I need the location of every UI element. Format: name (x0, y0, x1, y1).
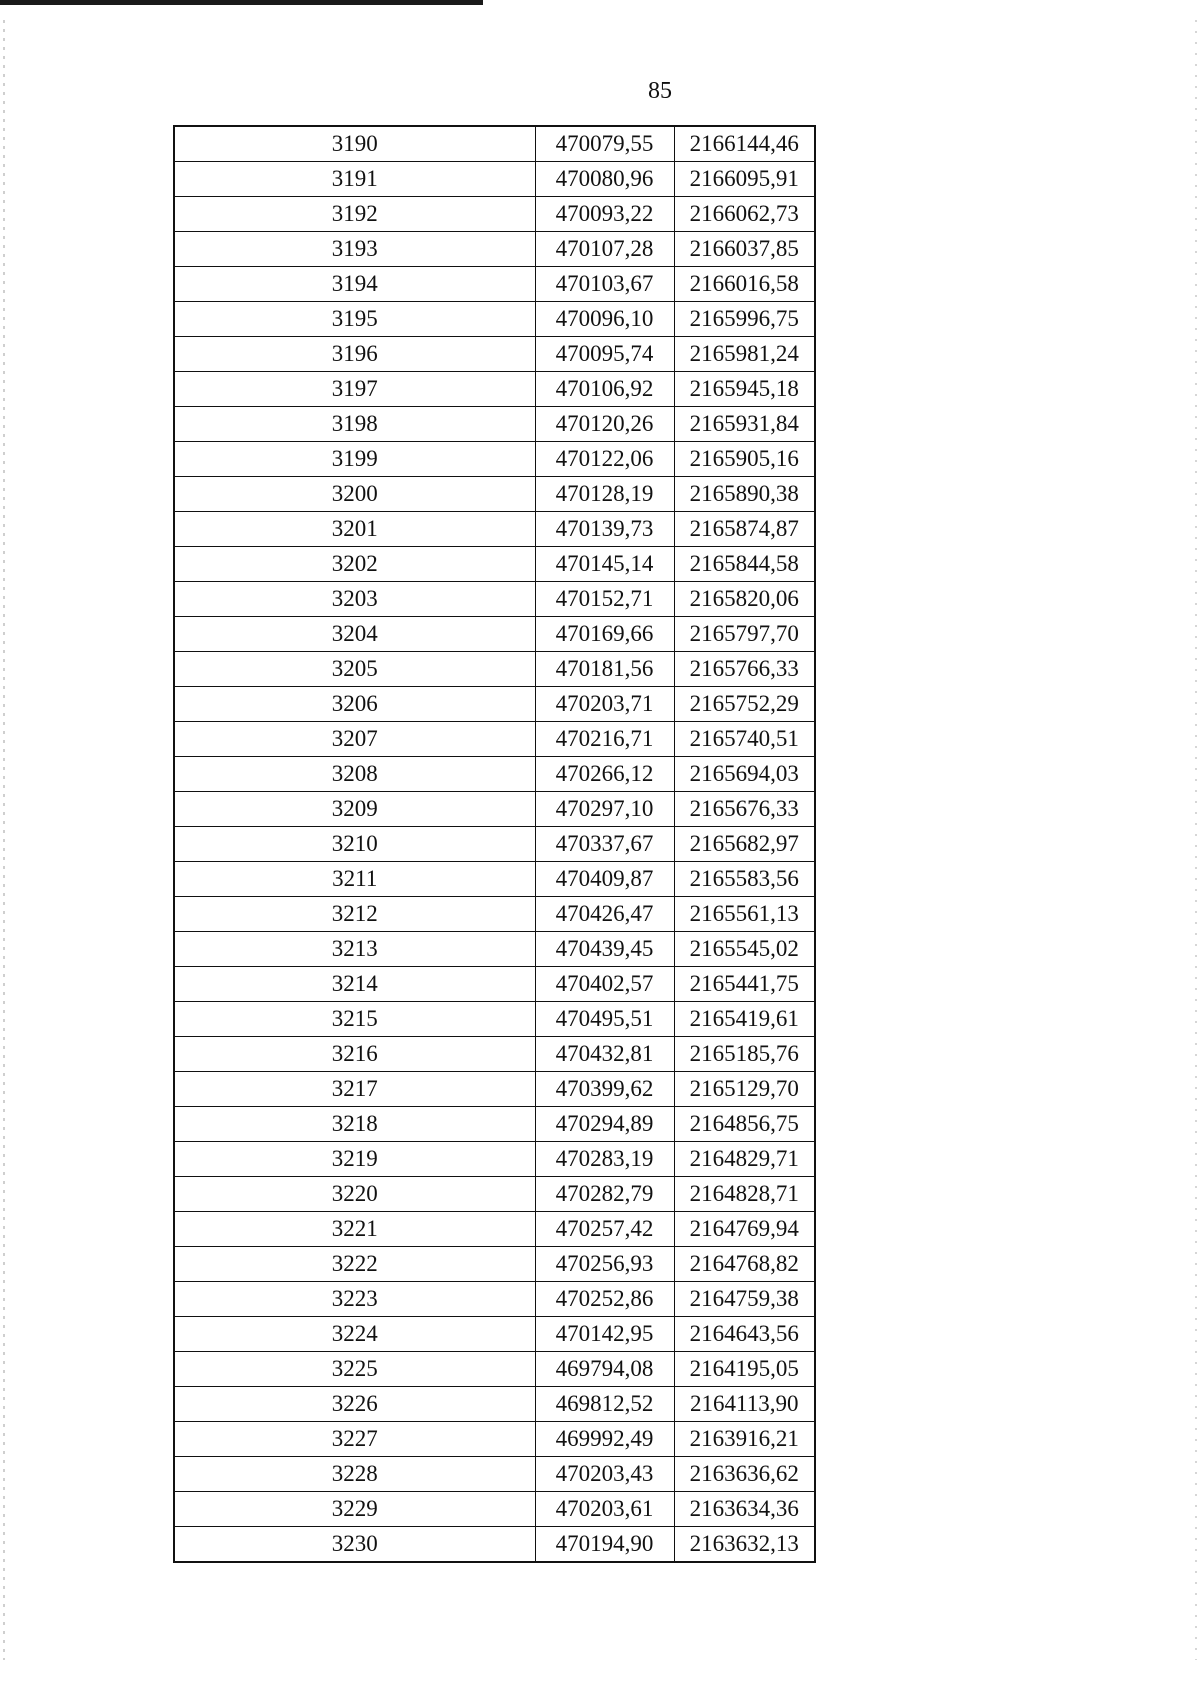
x-coordinate-cell: 470203,71 (535, 687, 674, 722)
y-coordinate-cell: 2165797,70 (674, 617, 815, 652)
table-row (174, 687, 815, 722)
x-coordinate-cell: 470128,19 (535, 477, 674, 512)
table-row (174, 792, 815, 827)
x-coordinate-cell: 469812,52 (535, 1387, 674, 1422)
x-coordinate-cell: 470080,96 (535, 162, 674, 197)
y-coordinate-cell: 2165561,13 (674, 897, 815, 932)
x-coordinate-cell: 470256,93 (535, 1247, 674, 1282)
x-coordinate-cell: 470103,67 (535, 267, 674, 302)
table-row (174, 617, 815, 652)
table-row (174, 582, 815, 617)
point-number-cell: 3228 (174, 1457, 535, 1492)
table-row (174, 126, 815, 162)
x-coordinate-cell: 470266,12 (535, 757, 674, 792)
y-coordinate-cell: 2164195,05 (674, 1352, 815, 1387)
y-coordinate-cell: 2164769,94 (674, 1212, 815, 1247)
y-coordinate-cell: 2165752,29 (674, 687, 815, 722)
table-row (174, 1457, 815, 1492)
y-coordinate-cell: 2165820,06 (674, 582, 815, 617)
y-coordinate-cell: 2165682,97 (674, 827, 815, 862)
x-coordinate-cell: 470409,87 (535, 862, 674, 897)
y-coordinate-cell: 2165931,84 (674, 407, 815, 442)
point-number-cell: 3194 (174, 267, 535, 302)
x-coordinate-cell: 470252,86 (535, 1282, 674, 1317)
table-row (174, 337, 815, 372)
x-coordinate-cell: 470337,67 (535, 827, 674, 862)
point-number-cell: 3192 (174, 197, 535, 232)
x-coordinate-cell: 469992,49 (535, 1422, 674, 1457)
point-number-cell: 3212 (174, 897, 535, 932)
y-coordinate-cell: 2165981,24 (674, 337, 815, 372)
page-number: 85 (648, 78, 672, 104)
point-number-cell: 3204 (174, 617, 535, 652)
y-coordinate-cell: 2164113,90 (674, 1387, 815, 1422)
y-coordinate-cell: 2166095,91 (674, 162, 815, 197)
point-number-cell: 3229 (174, 1492, 535, 1527)
x-coordinate-cell: 470095,74 (535, 337, 674, 372)
point-number-cell: 3208 (174, 757, 535, 792)
y-coordinate-cell: 2165676,33 (674, 792, 815, 827)
point-number-cell: 3211 (174, 862, 535, 897)
x-coordinate-cell: 470282,79 (535, 1177, 674, 1212)
table-row (174, 1387, 815, 1422)
point-number-cell: 3190 (174, 126, 535, 162)
point-number-cell: 3202 (174, 547, 535, 582)
table-row (174, 1282, 815, 1317)
table-row (174, 1422, 815, 1457)
x-coordinate-cell: 470432,81 (535, 1037, 674, 1072)
table-row (174, 827, 815, 862)
x-coordinate-cell: 470139,73 (535, 512, 674, 547)
y-coordinate-cell: 2166016,58 (674, 267, 815, 302)
y-coordinate-cell: 2165905,16 (674, 442, 815, 477)
x-coordinate-cell: 470142,95 (535, 1317, 674, 1352)
y-coordinate-cell: 2165766,33 (674, 652, 815, 687)
table-row (174, 1177, 815, 1212)
y-coordinate-cell: 2166144,46 (674, 126, 815, 162)
point-number-cell: 3206 (174, 687, 535, 722)
table-row (174, 1037, 815, 1072)
y-coordinate-cell: 2165996,75 (674, 302, 815, 337)
y-coordinate-cell: 2165874,87 (674, 512, 815, 547)
x-coordinate-cell: 470203,61 (535, 1492, 674, 1527)
y-coordinate-cell: 2163916,21 (674, 1422, 815, 1457)
x-coordinate-cell: 470194,90 (535, 1527, 674, 1563)
y-coordinate-cell: 2163636,62 (674, 1457, 815, 1492)
point-number-cell: 3197 (174, 372, 535, 407)
table-row (174, 897, 815, 932)
table-row (174, 1142, 815, 1177)
point-number-cell: 3200 (174, 477, 535, 512)
table-row (174, 1317, 815, 1352)
x-coordinate-cell: 470257,42 (535, 1212, 674, 1247)
y-coordinate-cell: 2165419,61 (674, 1002, 815, 1037)
point-number-cell: 3220 (174, 1177, 535, 1212)
y-coordinate-cell: 2165694,03 (674, 757, 815, 792)
table-row (174, 512, 815, 547)
x-coordinate-cell: 470203,43 (535, 1457, 674, 1492)
table-row (174, 407, 815, 442)
table-row (174, 932, 815, 967)
point-number-cell: 3216 (174, 1037, 535, 1072)
coordinates-table (173, 125, 816, 1563)
y-coordinate-cell: 2165129,70 (674, 1072, 815, 1107)
y-coordinate-cell: 2165890,38 (674, 477, 815, 512)
y-coordinate-cell: 2165945,18 (674, 372, 815, 407)
table-row (174, 477, 815, 512)
table-row (174, 1002, 815, 1037)
table-row (174, 1352, 815, 1387)
y-coordinate-cell: 2164856,75 (674, 1107, 815, 1142)
x-coordinate-cell: 470106,92 (535, 372, 674, 407)
y-coordinate-cell: 2166037,85 (674, 232, 815, 267)
table-row (174, 652, 815, 687)
point-number-cell: 3226 (174, 1387, 535, 1422)
x-coordinate-cell: 470495,51 (535, 1002, 674, 1037)
y-coordinate-cell: 2164828,71 (674, 1177, 815, 1212)
point-number-cell: 3214 (174, 967, 535, 1002)
x-coordinate-cell: 470297,10 (535, 792, 674, 827)
coordinates-table-body (174, 126, 815, 1562)
table-row (174, 1247, 815, 1282)
point-number-cell: 3221 (174, 1212, 535, 1247)
x-coordinate-cell: 470120,26 (535, 407, 674, 442)
table-row (174, 967, 815, 1002)
table-row (174, 372, 815, 407)
y-coordinate-cell: 2165844,58 (674, 547, 815, 582)
scan-right-edge (1195, 20, 1197, 1660)
table-row (174, 197, 815, 232)
point-number-cell: 3203 (174, 582, 535, 617)
y-coordinate-cell: 2164643,56 (674, 1317, 815, 1352)
point-number-cell: 3210 (174, 827, 535, 862)
table-row (174, 442, 815, 477)
y-coordinate-cell: 2165545,02 (674, 932, 815, 967)
x-coordinate-cell: 470439,45 (535, 932, 674, 967)
table-row (174, 302, 815, 337)
table-row (174, 267, 815, 302)
x-coordinate-cell: 470399,62 (535, 1072, 674, 1107)
x-coordinate-cell: 470107,28 (535, 232, 674, 267)
y-coordinate-cell: 2164829,71 (674, 1142, 815, 1177)
y-coordinate-cell: 2166062,73 (674, 197, 815, 232)
table-row (174, 722, 815, 757)
x-coordinate-cell: 470169,66 (535, 617, 674, 652)
y-coordinate-cell: 2164768,82 (674, 1247, 815, 1282)
x-coordinate-cell: 470079,55 (535, 126, 674, 162)
table-row (174, 547, 815, 582)
x-coordinate-cell: 470096,10 (535, 302, 674, 337)
point-number-cell: 3209 (174, 792, 535, 827)
point-number-cell: 3224 (174, 1317, 535, 1352)
point-number-cell: 3198 (174, 407, 535, 442)
scan-left-edge (3, 20, 5, 1660)
point-number-cell: 3213 (174, 932, 535, 967)
x-coordinate-cell: 470426,47 (535, 897, 674, 932)
point-number-cell: 3195 (174, 302, 535, 337)
point-number-cell: 3223 (174, 1282, 535, 1317)
point-number-cell: 3196 (174, 337, 535, 372)
x-coordinate-cell: 470122,06 (535, 442, 674, 477)
x-coordinate-cell: 470216,71 (535, 722, 674, 757)
y-coordinate-cell: 2165441,75 (674, 967, 815, 1002)
x-coordinate-cell: 470283,19 (535, 1142, 674, 1177)
point-number-cell: 3230 (174, 1527, 535, 1563)
table-row (174, 1492, 815, 1527)
point-number-cell: 3205 (174, 652, 535, 687)
point-number-cell: 3191 (174, 162, 535, 197)
x-coordinate-cell: 470152,71 (535, 582, 674, 617)
point-number-cell: 3219 (174, 1142, 535, 1177)
y-coordinate-cell: 2163634,36 (674, 1492, 815, 1527)
y-coordinate-cell: 2165740,51 (674, 722, 815, 757)
x-coordinate-cell: 470402,57 (535, 967, 674, 1002)
y-coordinate-cell: 2163632,13 (674, 1527, 815, 1563)
point-number-cell: 3215 (174, 1002, 535, 1037)
x-coordinate-cell: 469794,08 (535, 1352, 674, 1387)
x-coordinate-cell: 470181,56 (535, 652, 674, 687)
point-number-cell: 3207 (174, 722, 535, 757)
table-row (174, 162, 815, 197)
y-coordinate-cell: 2165583,56 (674, 862, 815, 897)
scan-top-rule (0, 0, 483, 5)
table-row (174, 232, 815, 267)
table-row (174, 1107, 815, 1142)
table-row (174, 1527, 815, 1563)
table-row (174, 862, 815, 897)
x-coordinate-cell: 470145,14 (535, 547, 674, 582)
point-number-cell: 3199 (174, 442, 535, 477)
x-coordinate-cell: 470093,22 (535, 197, 674, 232)
table-row (174, 757, 815, 792)
point-number-cell: 3217 (174, 1072, 535, 1107)
point-number-cell: 3218 (174, 1107, 535, 1142)
x-coordinate-cell: 470294,89 (535, 1107, 674, 1142)
y-coordinate-cell: 2164759,38 (674, 1282, 815, 1317)
point-number-cell: 3201 (174, 512, 535, 547)
table-row (174, 1212, 815, 1247)
point-number-cell: 3227 (174, 1422, 535, 1457)
point-number-cell: 3193 (174, 232, 535, 267)
y-coordinate-cell: 2165185,76 (674, 1037, 815, 1072)
point-number-cell: 3222 (174, 1247, 535, 1282)
table-row (174, 1072, 815, 1107)
point-number-cell: 3225 (174, 1352, 535, 1387)
